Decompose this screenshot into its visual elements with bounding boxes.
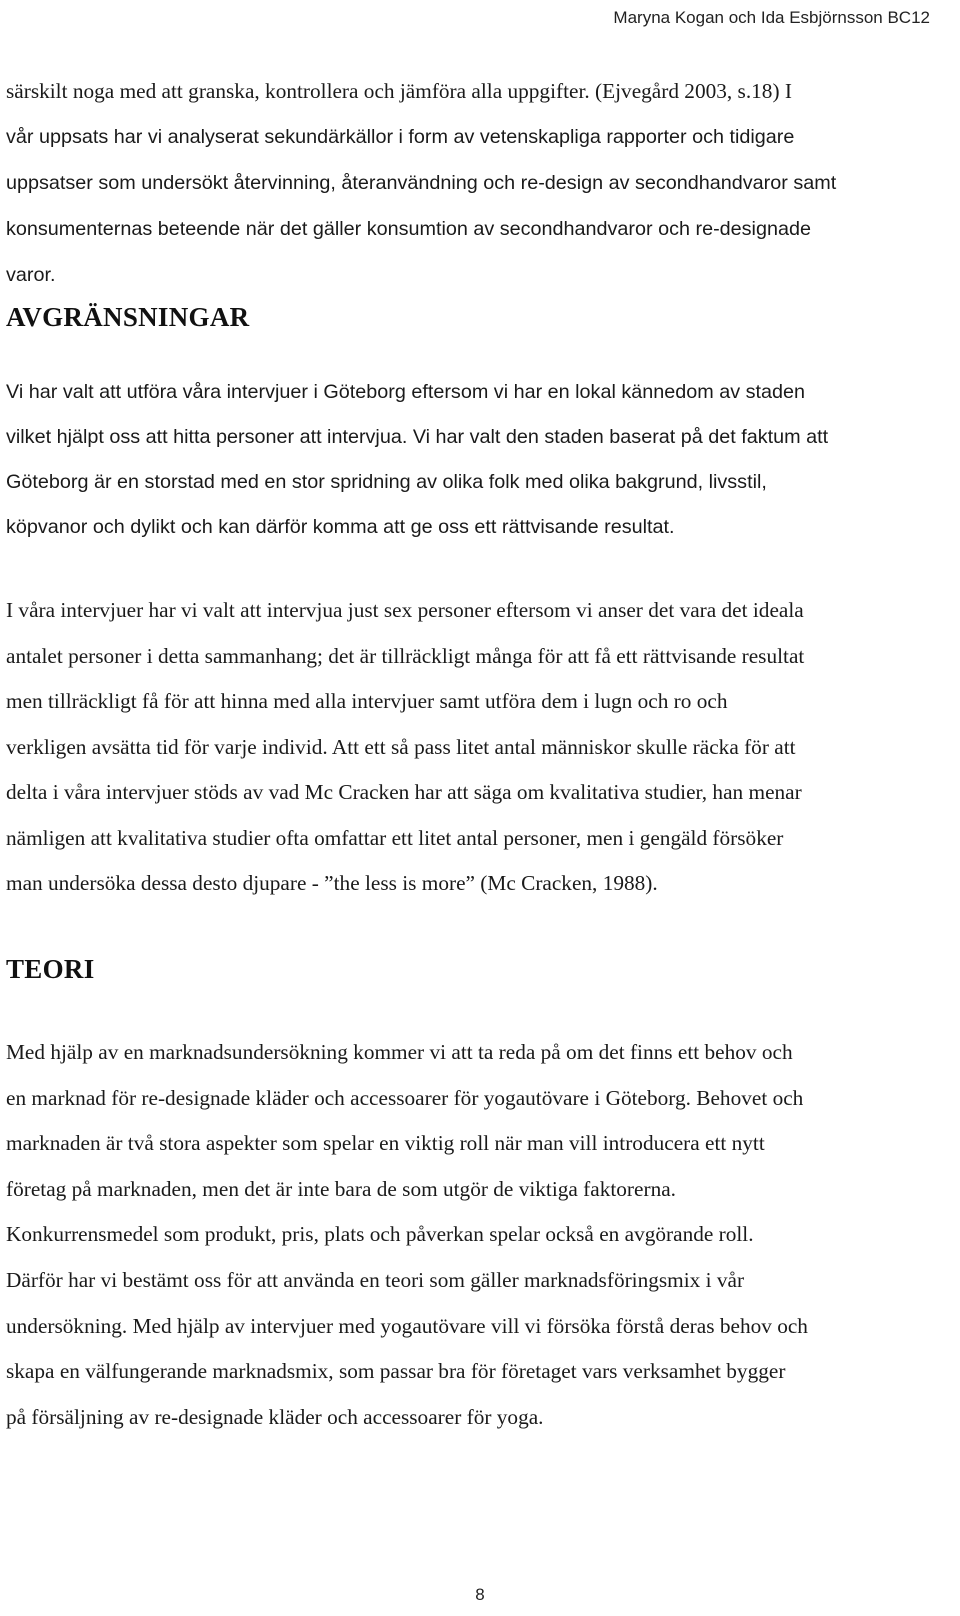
text-line: Med hjälp av en marknadsundersökning kommer vi att ta reda på om det finns ett behov och: [6, 1040, 793, 1064]
text-line: särskilt noga med att granska, kontrollera och jämföra alla uppgifter. (Ejvegård 2003, s.18) I: [6, 79, 792, 103]
text-line: vilket hjälpt oss att hitta personer att intervjua. Vi har valt den staden baserat på det faktum att: [6, 426, 829, 448]
text-line: köpvanor och dylikt och kan därför komma att ge oss ett rättvisande resultat.: [6, 516, 675, 538]
text-line: nämligen att kvalitativa studier ofta omfattar ett litet antal personer, men i gengäld försöker: [6, 825, 784, 850]
section-heading-teori: TEORI: [6, 954, 95, 984]
text-line: en marknad för re-designade kläder och accessoarer för yogautövare i Göteborg. Behovet och: [6, 1085, 804, 1110]
text-line: man undersöka dessa desto djupare - ”the less is more” (Mc Cracken, 1988).: [6, 871, 658, 895]
text-line: marknaden är två stora aspekter som spelar en viktig roll när man vill introducera ett nytt: [6, 1131, 765, 1156]
page-number: 8: [475, 1585, 485, 1604]
text-line: konsumenternas beteende när det gäller konsumtion av secondhandvaror och re-designade: [6, 218, 811, 240]
teori-paragraph: [6, 1030, 952, 1440]
text-line: antalet personer i detta sammanhang; det är tillräckligt många för att få ett rättvisande resultat: [6, 643, 805, 668]
text-line: varor.: [6, 264, 56, 286]
text-line: delta i våra intervjuer stöds av vad Mc Cracken har att säga om kvalitativa studier, han menar: [6, 780, 802, 804]
avgransningar-paragraph-1: [6, 370, 952, 550]
text-line: vår uppsats har vi analyserat sekundärkällor i form av vetenskapliga rapporter och tidigare: [6, 126, 795, 148]
text-line: undersökning. Med hjälp av intervjuer med yogautövare vill vi försöka förstå deras behov och: [6, 1313, 808, 1338]
text-line: Vi har valt att utföra våra intervjuer i Göteborg eftersom vi har en lokal kännedom av staden: [6, 381, 805, 403]
text-line: företag på marknaden, men det är inte bara de som utgör de viktiga faktorerna.: [6, 1176, 676, 1201]
intro-paragraph: [6, 68, 952, 298]
text-line: skapa en välfungerande marknadsmix, som passar bra för företaget vars verksamhet bygger: [6, 1359, 786, 1384]
page-header: Maryna Kogan och Ida Esbjörnsson BC12: [613, 8, 930, 27]
text-line: men tillräckligt få för att hinna med alla intervjuer samt utföra dem i lugn och ro och: [6, 689, 728, 713]
text-line: på försäljning av re-designade kläder och accessoarer för yoga.: [6, 1404, 544, 1429]
text-line: Konkurrensmedel som produkt, pris, plats och påverkan spelar också en avgörande roll.: [6, 1222, 754, 1247]
text-line: uppsatser som undersökt återvinning, återanvändning och re-design av secondhandvaror samt: [6, 172, 837, 194]
section-heading-avgransningar: AVGRÄNSNINGAR: [6, 302, 250, 332]
text-line: Därför har vi bestämt oss för att använda en teori som gäller marknadsföringsmix i vår: [6, 1267, 745, 1292]
text-line: Göteborg är en storstad med en stor spridning av olika folk med olika bakgrund, livsstil,: [6, 471, 767, 493]
text-line: I våra intervjuer har vi valt att intervjua just sex personer eftersom vi anser det vara det ideala: [6, 598, 804, 622]
avgransningar-paragraph-2: [6, 588, 952, 907]
text-line: verkligen avsätta tid för varje individ. Att ett så pass litet antal människor skulle räcka för att: [6, 734, 796, 759]
